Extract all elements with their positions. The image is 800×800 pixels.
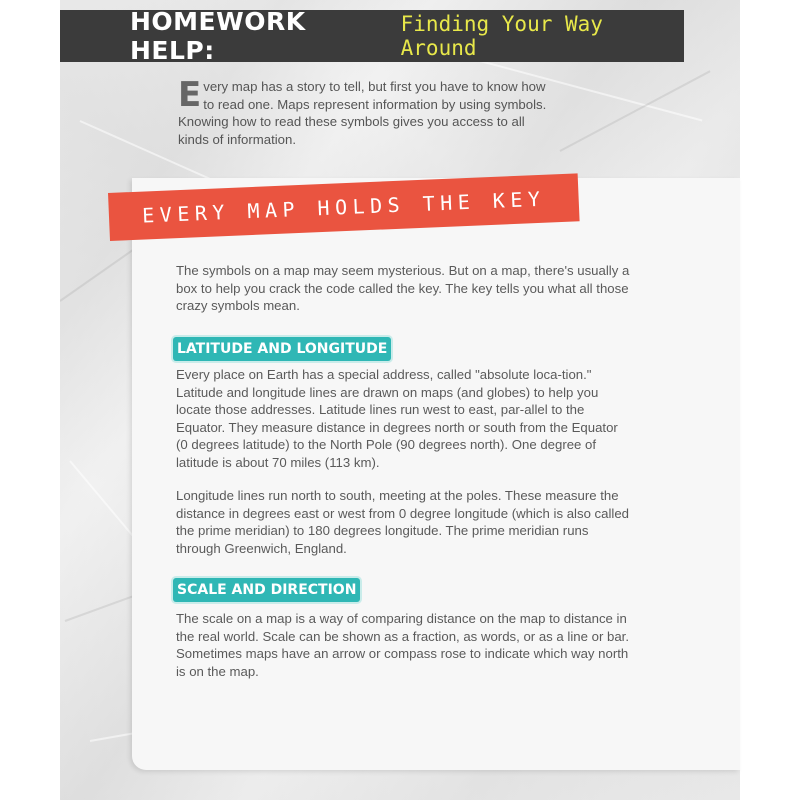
body-paragraph: Longitude lines run north to south, meeting at the poles. These measure the distance in degrees east or west from 0 degree longitude (which is also called the prime meridian) to 180 degrees longitude. The prime meridian runs through Greenwich, England.	[176, 488, 630, 556]
intro-paragraph	[178, 75, 558, 148]
section-lead-paragraph: The symbols on a map may seem mysterious. But on a map, there's usually a box to help you crack the code called the key. The key tells you what all those crazy symbols mean.	[176, 263, 630, 314]
drop-cap: E	[178, 75, 202, 115]
body-paragraph: Every place on Earth has a special address, called "absolute loca-tion." Latitude and longitude lines are drawn on maps (and globes) to help you locate those addresses. Latitude lines run west to east, par-allel to the Equator. They measure distance in degrees north or south from the Equator (0 degrees latitude) to the North Pole (90 degrees north). One degree of latitude is about 70 miles (113 km).	[176, 367, 618, 470]
section-title: EVERY MAP HOLDS THE KEY	[141, 186, 546, 228]
subsection-heading: SCALE AND DIRECTION	[173, 578, 360, 602]
subsection-heading: LATITUDE AND LONGITUDE	[173, 337, 391, 361]
page-title: HOMEWORK HELP:	[130, 7, 306, 65]
page-title-bar	[60, 7, 684, 65]
paper-wrinkle	[560, 70, 711, 152]
body-paragraph: The scale on a map is a way of comparing distance on the map to distance in the real world. Scale can be shown as a fraction, as words, or as a line or bar. Sometimes maps have an arrow or compass rose to indicate which way north is on the map.	[176, 611, 630, 679]
intro-text: very map has a story to tell, but first you have to know how to read one. Maps represent information by using symbols. Knowing how to read these symbols gives you access to all kinds of information.	[178, 79, 547, 147]
page-subtitle: Finding Your Way Around	[400, 12, 603, 60]
